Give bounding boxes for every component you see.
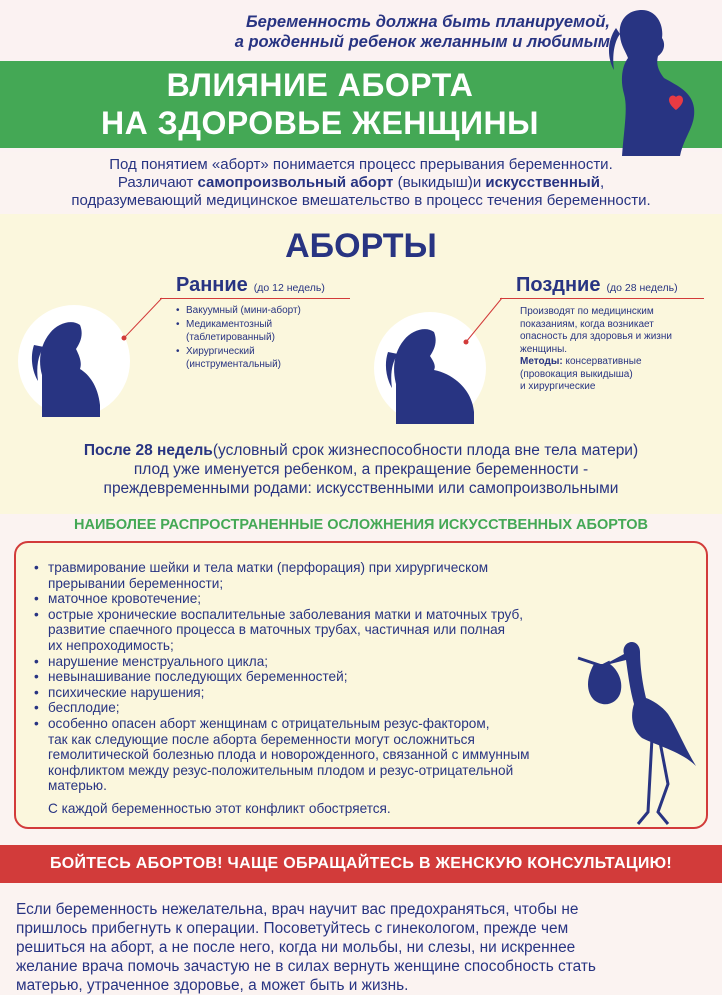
list-item: • Вакуумный (мини-аборт) bbox=[176, 305, 336, 318]
list-item: • невынашивание последующих беременностей; bbox=[34, 669, 614, 685]
list-item bbox=[34, 607, 614, 654]
intro-text-part: Различают bbox=[117, 174, 198, 191]
complications-heading: НАИБОЛЕЕ РАСПРОСТРАНЕННЫЕ ОСЛОЖНЕНИЯ ИСКУССТВЕННЫХ АБОРТОВ bbox=[74, 517, 648, 533]
list-item-text: так как следующие после аборта беременности могут осложниться bbox=[48, 731, 475, 747]
list-item-text: особенно опасен аборт женщинам с отрицательным резус-фактором, bbox=[48, 715, 490, 731]
early-title bbox=[176, 273, 325, 300]
early-term: (до 12 недель) bbox=[253, 282, 325, 294]
early-title-text: Ранние bbox=[176, 274, 248, 296]
intro-text-part: , bbox=[599, 174, 605, 191]
list-item: (инструментальный) bbox=[186, 359, 282, 370]
intro-line-2 bbox=[8, 174, 714, 192]
late-text-line: опасность для здоровья и жизни bbox=[520, 331, 672, 342]
list-item-text: прерывании беременности; bbox=[48, 575, 224, 591]
after28-line-2: плод уже именуется ребенком, а прекращение беременности - bbox=[133, 461, 589, 478]
intro-line-3: подразумевающий медицинское вмешательство в процесс течения беременности. bbox=[71, 192, 651, 209]
after28-bold: После 28 недель bbox=[83, 442, 213, 459]
late-text-line: женщины. bbox=[520, 343, 568, 355]
pregnant-profile-icon bbox=[18, 305, 130, 417]
late-pointer bbox=[460, 296, 504, 346]
list-item: (таблетированный) bbox=[186, 332, 275, 343]
list-item-text: матерью. bbox=[48, 778, 107, 794]
list-item-text: конфликтом между резус-положительным плодом и резус-отрицательной bbox=[48, 762, 514, 778]
after28-text: (условный срок жизнеспособности плода вне тела матери) bbox=[212, 442, 639, 459]
list-item bbox=[34, 716, 614, 794]
intro-text bbox=[8, 156, 714, 210]
list-item-text: травмирование шейки и тела матки (перфорация) при хирургическом bbox=[48, 560, 489, 575]
abortions-heading: АБОРТЫ bbox=[285, 227, 437, 265]
list-item: • Медикаментозный bbox=[176, 319, 336, 332]
final-line: пришлось прибегнуть к операции. Посоветуйтесь с гинекологом, прежде чем bbox=[16, 920, 569, 937]
complications-note: С каждой беременностью этот конфликт обостряется. bbox=[48, 801, 391, 816]
late-text-line: показаниям, когда возникает bbox=[520, 318, 654, 330]
list-item: • маточное кровотечение; bbox=[34, 591, 614, 607]
late-text-line: и хирургические bbox=[520, 381, 596, 392]
late-description bbox=[520, 306, 710, 394]
early-illustration bbox=[18, 305, 130, 417]
motto bbox=[170, 12, 610, 52]
complications-list bbox=[34, 560, 614, 794]
late-text-line: (провокация выкидыша) bbox=[520, 368, 633, 380]
final-line: решиться на аборт, а не после него, когда ни мольбы, ни слезы, ни искреннее bbox=[16, 939, 576, 956]
list-item-text: их непроходимость; bbox=[48, 637, 174, 653]
list-item: • Хирургический bbox=[176, 346, 336, 359]
early-underline bbox=[160, 298, 350, 299]
late-text-line: Производят по медицинским bbox=[520, 306, 654, 317]
methods-label: Методы: bbox=[520, 356, 563, 367]
late-title-text: Поздние bbox=[516, 274, 601, 296]
warning-text: БОЙТЕСЬ АБОРТОВ! ЧАЩЕ ОБРАЩАЙТЕСЬ В ЖЕНСКУЮ КОНСУЛЬТАЦИЮ! bbox=[49, 855, 673, 872]
list-item-text: гемолитической болезнью плода и новорожденного, связанной с иммунным bbox=[48, 747, 530, 763]
late-text-line: консервативные bbox=[562, 356, 642, 367]
pregnant-woman-icon bbox=[598, 8, 704, 156]
late-title bbox=[516, 273, 678, 300]
page-title bbox=[0, 66, 640, 142]
intro-term-artificial: искусственный bbox=[485, 174, 600, 191]
intro-line-1: Под понятием «аборт» понимается процесс прерывания беременности. bbox=[109, 156, 613, 173]
list-item bbox=[34, 560, 614, 591]
intro-text-part: (выкидыш)и bbox=[393, 174, 486, 191]
late-methods bbox=[520, 356, 710, 369]
title-line-1: ВЛИЯНИЕ АБОРТА bbox=[166, 67, 474, 103]
late-underline bbox=[500, 298, 704, 299]
list-item: • психические нарушения; bbox=[34, 685, 614, 701]
final-line: желание врача помочь зачастую не в силах вернуть женщине способность стать bbox=[16, 958, 596, 975]
late-term: (до 28 недель) bbox=[606, 282, 678, 294]
final-line: Если беременность нежелательна, врач научит вас предохраняться, чтобы не bbox=[16, 901, 579, 918]
intro-term-spontaneous: самопроизвольный аборт bbox=[197, 174, 394, 191]
final-line: матерью, утраченное здоровье, а может быть и жизнь. bbox=[16, 977, 409, 994]
after28-line-3: преждевременными родами: искусственными или самопроизвольными bbox=[103, 480, 619, 497]
after28-line-1 bbox=[6, 441, 716, 460]
title-line-2: НА ЗДОРОВЬЕ ЖЕНЩИНЫ bbox=[101, 105, 539, 141]
list-item-text: острые хронические воспалительные заболевания матки и маточных труб, bbox=[48, 606, 524, 622]
motto-line-1: Беременность должна быть планируемой, bbox=[245, 13, 610, 31]
motto-line-2: а рожденный ребенок желанным и любимым bbox=[234, 33, 610, 51]
final-advice bbox=[16, 900, 712, 995]
early-methods-list bbox=[176, 305, 336, 373]
early-pointer bbox=[118, 296, 164, 342]
after-28-weeks-text bbox=[6, 441, 716, 498]
list-item: • нарушение менструального цикла; bbox=[34, 654, 614, 670]
list-item: • бесплодие; bbox=[34, 700, 614, 716]
stork-icon bbox=[572, 634, 702, 832]
list-item-text: развитие спаечного процесса в маточных трубах, частичная или полная bbox=[48, 622, 506, 638]
